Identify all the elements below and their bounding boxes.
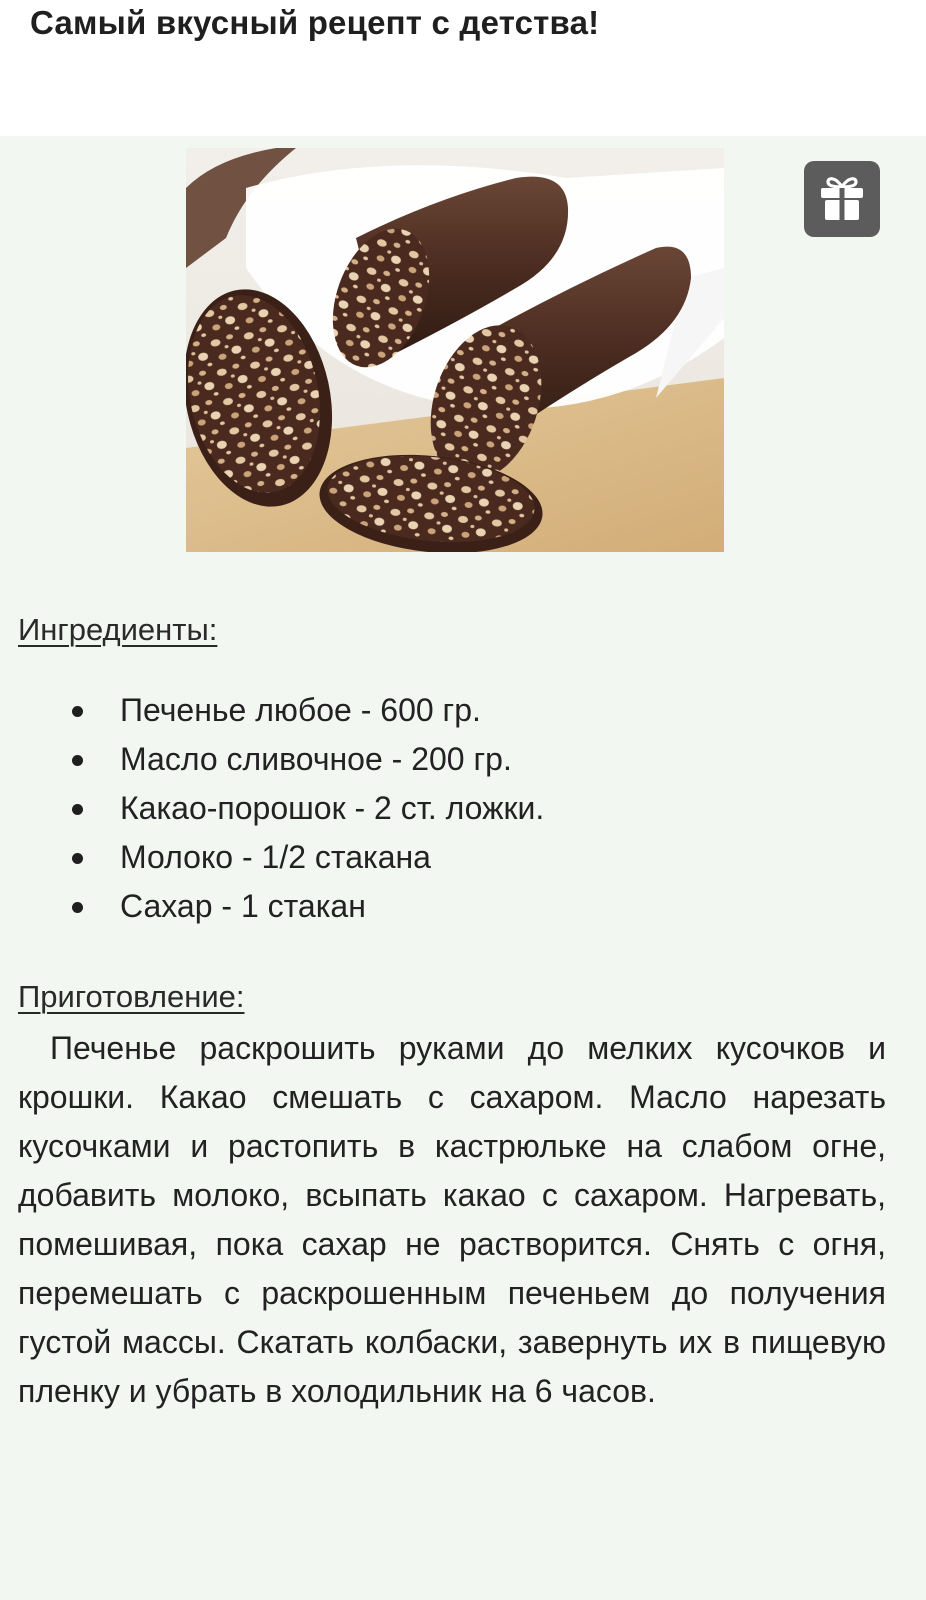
ingredient-text: Сахар - 1 стакан (120, 888, 366, 924)
bullet-icon (72, 902, 83, 913)
gift-button[interactable] (804, 161, 880, 237)
ingredient-list (68, 686, 544, 931)
list-item (68, 686, 544, 735)
list-item (68, 735, 544, 784)
preparation-text: Печенье раскрошить руками до мелких кусочков и крошки. Какао смешать с сахаром. Масло нарезать кусочками и растопить в кастрюльке на слабом огне, добавить молоко, всыпать какао с сахаром. Нагревать, помешивая, пока сахар не растворится. Снять с огня, перемешать с раскрошенным печеньем до получения густой массы. Скатать колбаски, завернуть их в пищевую пленку и убрать в холодильник на 6 часов. (18, 1030, 886, 1409)
page-header (0, 0, 926, 136)
list-item (68, 882, 544, 931)
recipe-card (0, 136, 926, 1600)
list-item (68, 784, 544, 833)
ingredient-text: Печенье любое - 600 гр. (120, 692, 481, 728)
bullet-icon (72, 706, 83, 717)
list-item (68, 833, 544, 882)
chocolate-sausage-photo (186, 148, 724, 552)
page-title: Самый вкусный рецепт с детства! (30, 4, 600, 41)
bullet-icon (72, 804, 83, 815)
ingredients-heading: Ингредиенты: (18, 612, 218, 647)
ingredient-text: Какао-порошок - 2 ст. ложки. (120, 790, 545, 826)
bullet-icon (72, 755, 83, 766)
bullet-icon (72, 853, 83, 864)
preparation-heading: Приготовление: (18, 979, 245, 1014)
ingredient-text: Молоко - 1/2 стакана (120, 839, 431, 875)
gift-icon (818, 173, 866, 223)
ingredient-text: Масло сливочное - 200 гр. (120, 741, 512, 777)
